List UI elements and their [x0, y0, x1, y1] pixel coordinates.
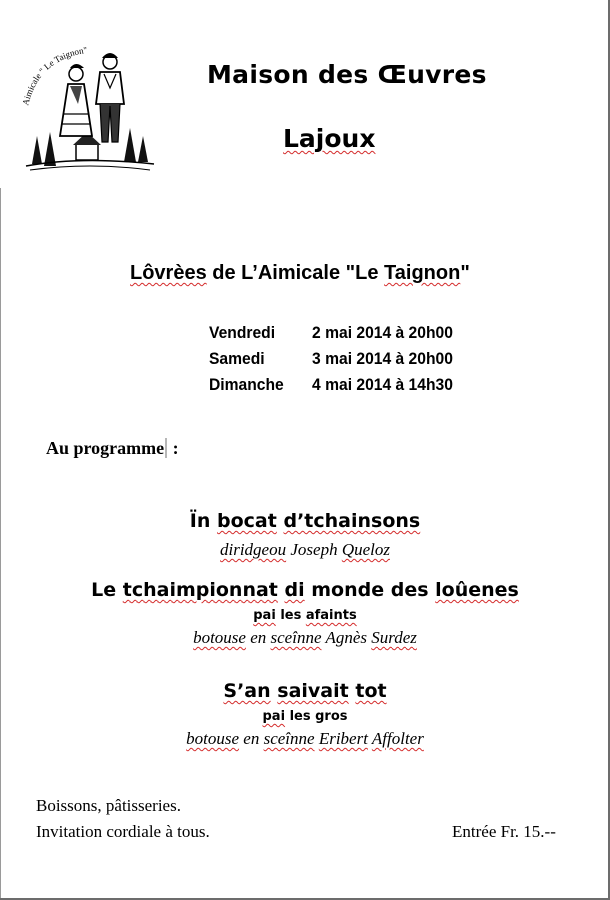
schedule-row [209, 320, 453, 346]
refreshments-note: Boissons, pâtisseries. [36, 796, 181, 815]
title-part: di [284, 579, 305, 601]
credit-part: botouse [186, 729, 240, 748]
venue-title: Maison des Œuvres [207, 60, 487, 89]
event-title-mid: de L’Aimicale "Le [206, 262, 385, 284]
logo-arc-text: Aimicale " Le Taignon" [20, 44, 88, 107]
sub-part: pai [253, 608, 276, 623]
schedule [209, 320, 453, 398]
sub-part: les [275, 608, 306, 623]
event-title [130, 262, 470, 285]
program-item-3-credit [0, 729, 610, 749]
schedule-detail: 2 mai 2014 à 20h00 [312, 323, 453, 342]
schedule-row [209, 372, 453, 398]
schedule-day: Dimanche [209, 375, 284, 394]
program-item-1-title [0, 510, 610, 532]
sub-part: afaints [305, 608, 357, 623]
program-item-3-title [0, 680, 610, 702]
credit-part: Agnès [321, 628, 372, 647]
title-part: d’tchainsons [283, 510, 421, 532]
entry-price: Entrée Fr. 15.-- [452, 822, 556, 841]
title-part: Ïn [189, 510, 211, 532]
title-part: monde des [304, 579, 436, 601]
schedule-detail: 3 mai 2014 à 20h00 [312, 349, 453, 368]
event-title-name: Taignon [384, 262, 461, 284]
credit-part: sceînne [263, 729, 315, 748]
title-part: saivait [277, 680, 349, 702]
schedule-detail: 4 mai 2014 à 14h30 [312, 375, 453, 394]
title-part: Le [91, 579, 123, 601]
credit-part: Surdez [371, 628, 417, 647]
club-logo-drawing [20, 44, 160, 174]
title-part [278, 579, 285, 601]
schedule-day: Samedi [209, 349, 265, 368]
credit-part: Joseph [286, 540, 342, 559]
credit-part: Eribert [318, 729, 368, 748]
title-part: S’an [223, 680, 271, 702]
venue-location: Lajoux [283, 124, 376, 153]
program-item-2-credit [0, 628, 610, 648]
sub-part: les gros [285, 709, 348, 724]
schedule-row [209, 346, 453, 372]
title-part: tchaimpionnat [122, 579, 278, 601]
credit-part: Affolter [371, 729, 424, 748]
program-heading-text: Au programme [46, 438, 165, 458]
program-heading [46, 438, 179, 459]
program-item-2-performers [0, 608, 610, 623]
schedule-day: Vendredi [209, 323, 276, 342]
credit-part: en [245, 628, 271, 647]
event-title-suffix: " [460, 262, 470, 284]
title-part: bocat [217, 510, 277, 532]
sub-part: pai [262, 709, 286, 724]
invitation-note: Invitation cordiale à tous. [36, 822, 210, 841]
credit-part: Queloz [341, 540, 390, 559]
program-item-3-performers [0, 709, 610, 724]
credit-part: en [239, 729, 264, 748]
program-item-1-credit [0, 540, 610, 560]
credit-part: sceînne [270, 628, 322, 647]
text-cursor [165, 438, 167, 458]
event-title-word-lovrees: Lôvrèes [130, 262, 207, 284]
title-part: loûenes [435, 579, 519, 601]
credit-part: botouse [193, 628, 246, 647]
program-item-2-title [0, 579, 610, 601]
title-part: tot [355, 680, 387, 702]
program-heading-colon: : [168, 438, 179, 458]
credit-part: diridgeou [220, 540, 287, 559]
